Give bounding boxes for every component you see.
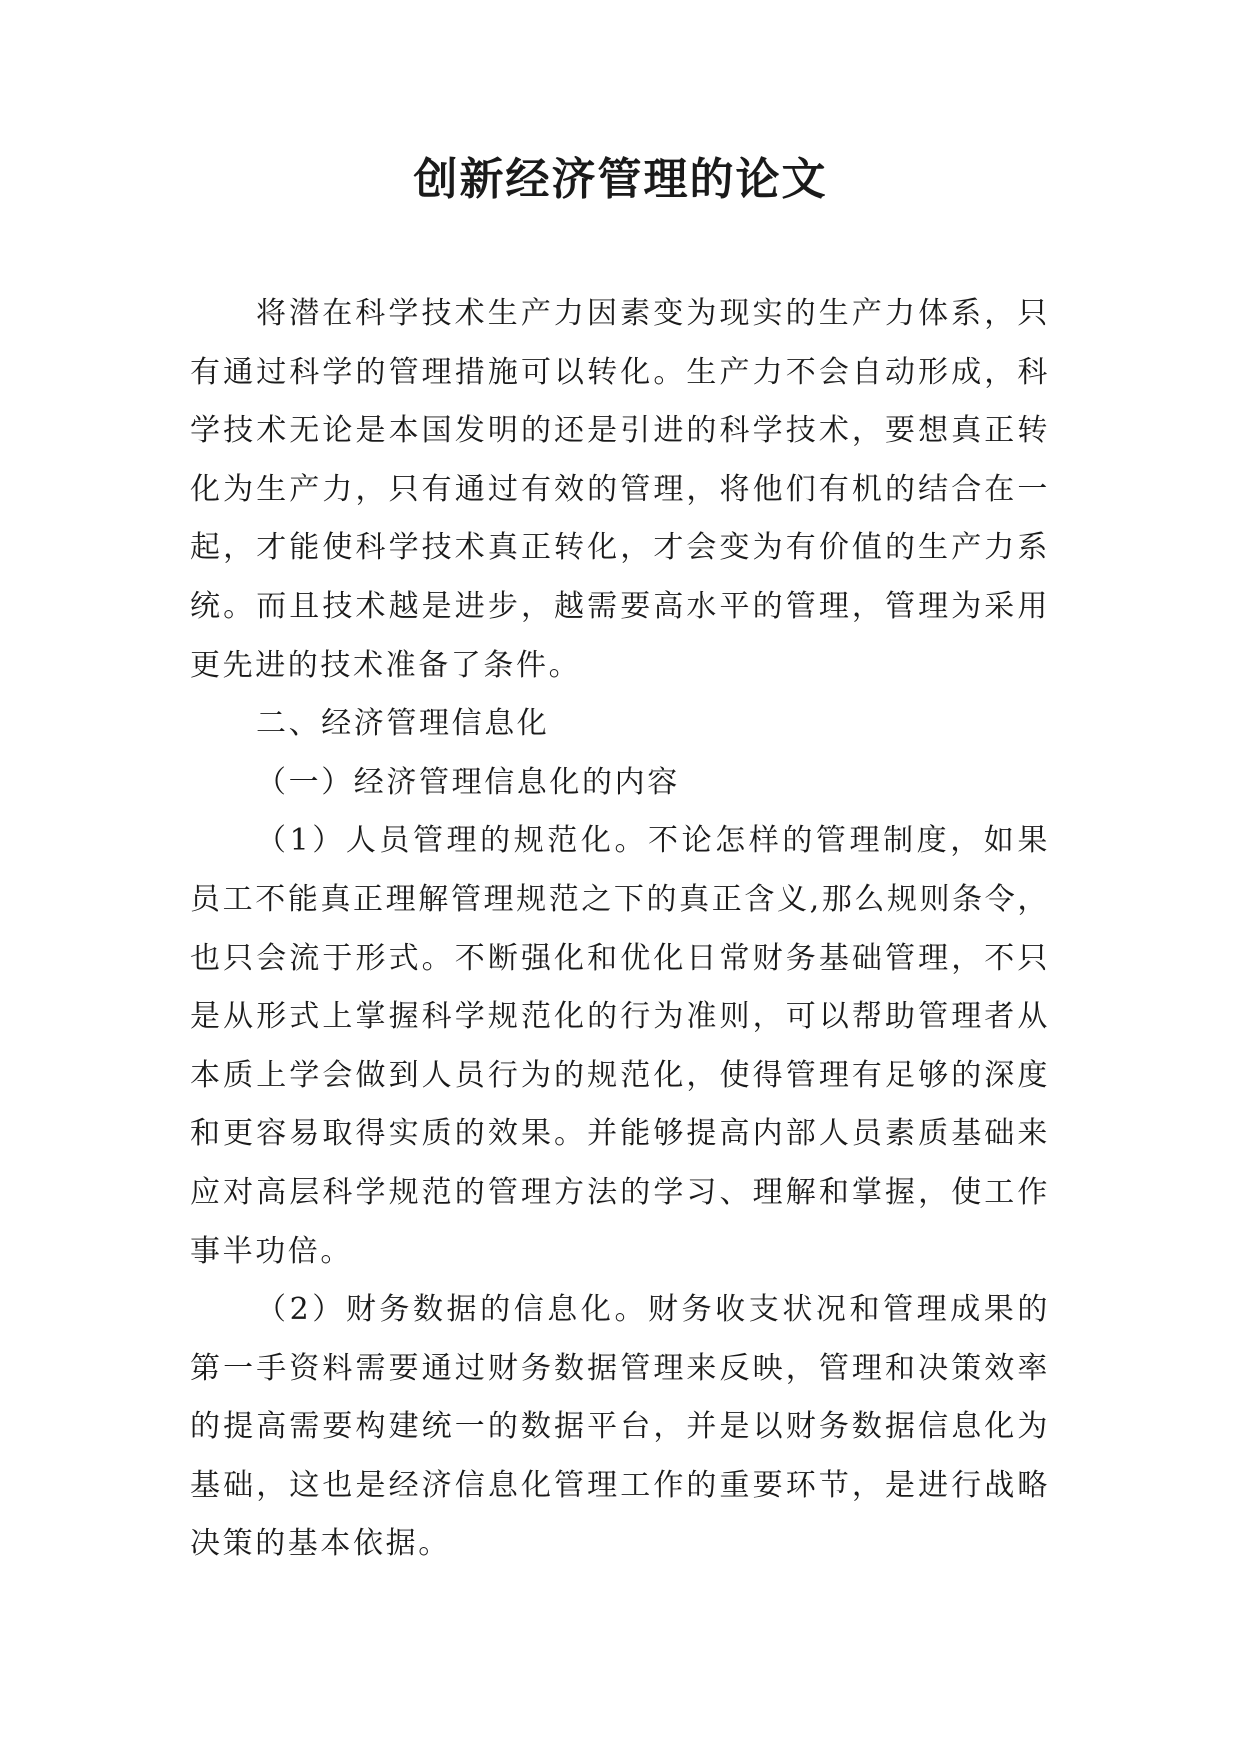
paragraph-intro: 将潜在科学技术生产力因素变为现实的生产力体系，只有通过科学的管理措施可以转化。生产力不会自动形成，科学技术无论是本国发明的还是引进的科学技术，要想真正转化为生产力，只有通过有效的管理，将他们有机的结合在一起，才能使科学技术真正转化，才会变为有价值的生产力系统。而且技术越是进步，越需要高水平的管理，管理为采用更先进的技术准备了条件。 [190,296,1050,683]
document-body [190,285,1050,1574]
paragraph-personnel-management: （1）人员管理的规范化。不论怎样的管理制度，如果员工不能真正理解管理规范之下的真正含义,那么规则条令，也只会流于形式。不断强化和优化日常财务基础管理，不只是从形式上掌握科学规范化的行为准则，可以帮助管理者从本质上学会做到人员行为的规范化，使得管理有足够的深度和更容易取得实质的效果。并能够提高内部人员素质基础来应对高层科学规范的管理方法的学习、理解和掌握，使工作事半功倍。 [190,823,1050,1269]
paragraph-financial-data: （2）财务数据的信息化。财务收支状况和管理成果的第一手资料需要通过财务数据管理来反映，管理和决策效率的提高需要构建统一的数据平台，并是以财务数据信息化为基础，这也是经济信息化管理工作的重要环节，是进行战略决策的基本依据。 [190,1292,1050,1562]
document-title: 创新经济管理的论文 [413,154,828,205]
section-heading: 二、经济管理信息化 [256,706,550,742]
subsection-heading: （一）经济管理信息化的内容 [256,764,680,800]
